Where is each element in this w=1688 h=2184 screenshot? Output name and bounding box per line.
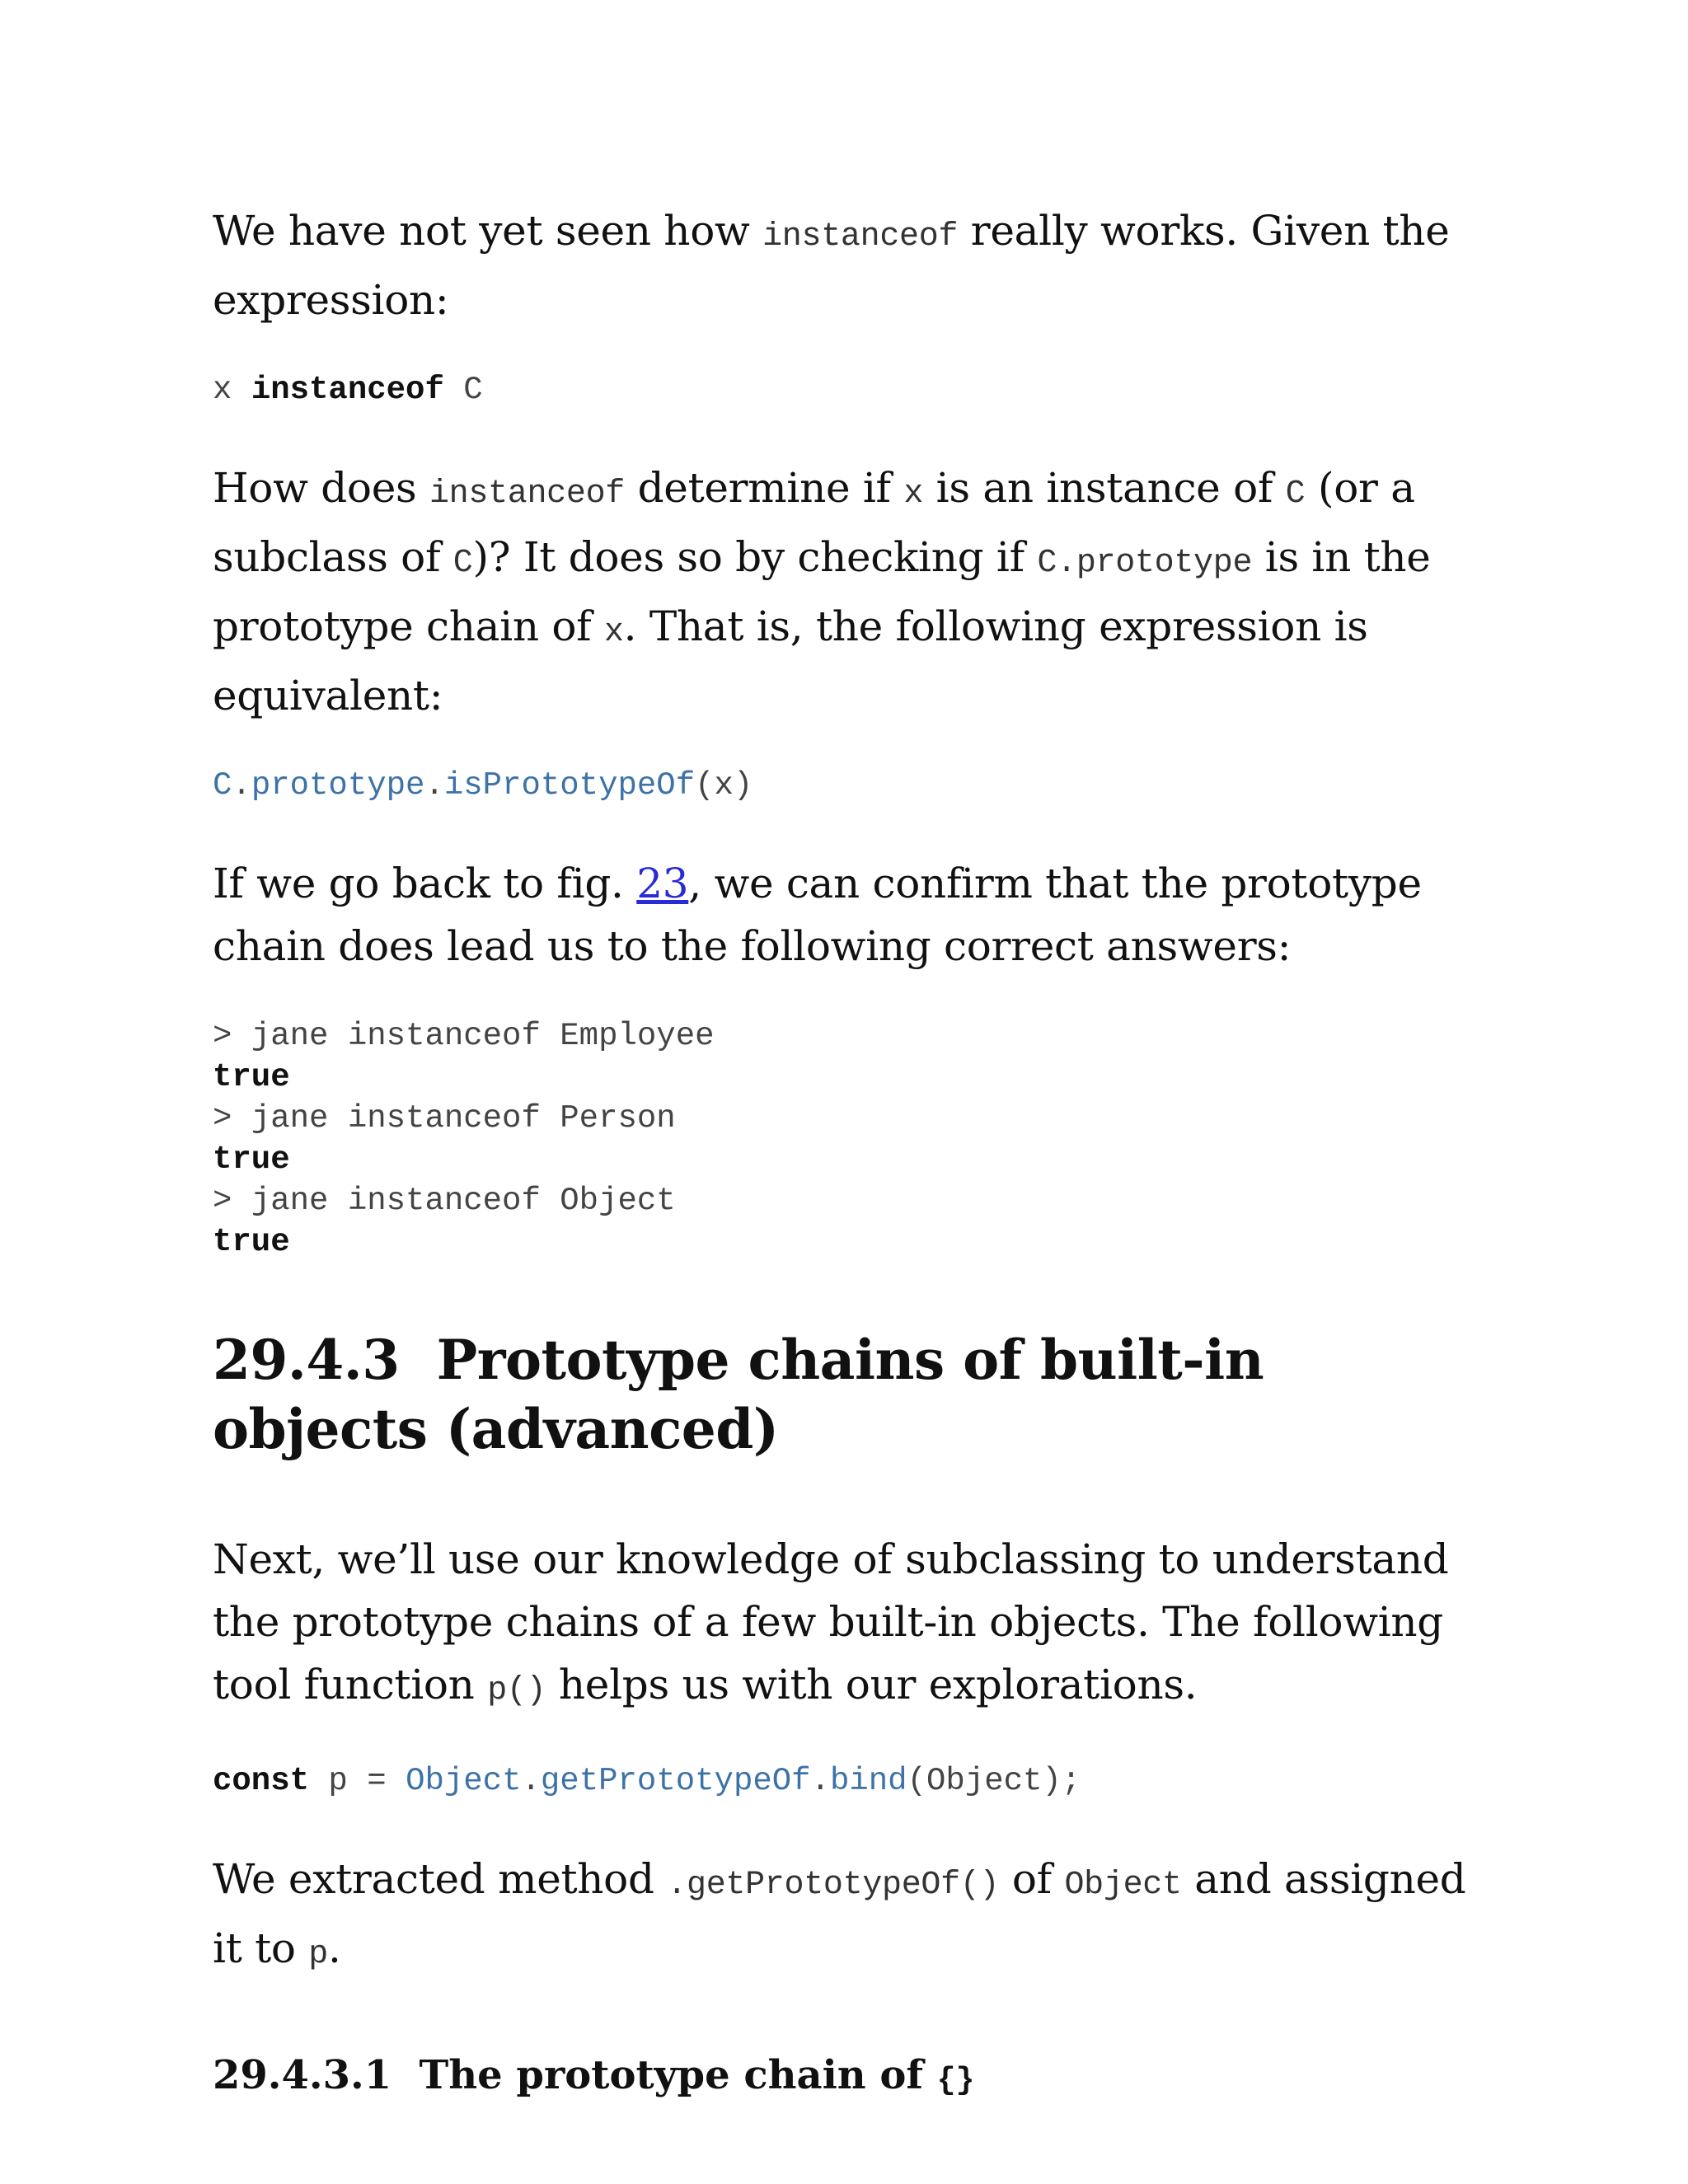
code-keyword: instanceof (251, 372, 444, 408)
code-class: C (463, 372, 483, 408)
inline-code: instanceof (429, 476, 625, 513)
paragraph-instanceof-explanation (213, 457, 1477, 727)
text: helps us with our explorations. (546, 1661, 1198, 1708)
text: )? It does so by checking if (472, 533, 1038, 581)
subsection-number: 29.4.3.1 (213, 2052, 392, 2098)
inline-code: C (1285, 476, 1306, 513)
code-object: Object (406, 1763, 522, 1799)
text: How does (213, 464, 429, 512)
text: is an instance of (923, 464, 1286, 512)
code-method: bind (829, 1763, 907, 1799)
code-text: p = (309, 1763, 406, 1799)
code-object: C (213, 767, 232, 804)
section-heading (213, 1325, 1477, 1464)
repl-input: > jane instanceof Object (213, 1183, 676, 1219)
figure-link[interactable]: 23 (636, 860, 689, 907)
code-keyword: const (213, 1763, 310, 1799)
text: We extracted method (213, 1855, 668, 1903)
section-number: 29.4.3 (213, 1328, 400, 1392)
code-method: isPrototypeOf (443, 767, 696, 804)
text: . That is, the following expression is equivalent: (213, 602, 1368, 719)
code-args: (x) (695, 767, 753, 804)
text: of (999, 1855, 1065, 1903)
code-block-isprototypeof (213, 765, 1477, 806)
paragraph-extracted-method (213, 1848, 1477, 1986)
inline-code: C (452, 545, 473, 582)
inline-code: .getPrototypeOf() (667, 1867, 1000, 1904)
code-block-const-p (213, 1760, 1477, 1802)
text: Next, we’ll use our knowledge of subclassing to understand the prototype chains of a few built-in objects. The following tool function (213, 1535, 1449, 1708)
subsection-title: The prototype chain of (419, 2052, 937, 2098)
subsection-heading (213, 2050, 1477, 2106)
code-dot: . (424, 767, 444, 804)
inline-code: Object (1064, 1867, 1182, 1904)
text: is in the prototype chain of (213, 533, 1431, 650)
text: (or a subclass of (213, 464, 1415, 581)
text: really works. Given the expression: (213, 207, 1450, 324)
inline-code: p (308, 1936, 328, 1973)
repl-input: > jane instanceof Employee (213, 1018, 715, 1054)
repl-output: true (213, 1059, 290, 1095)
inline-code: x (603, 614, 624, 651)
code-property: prototype (251, 767, 425, 804)
paragraph-instanceof-intro (213, 199, 1477, 331)
inline-code: instanceof (762, 218, 959, 255)
page-content (213, 0, 1477, 2106)
code-var: x (213, 372, 232, 408)
inline-code: C.prototype (1037, 545, 1253, 582)
code-block-repl (213, 1015, 1477, 1263)
repl-input: > jane instanceof Person (213, 1100, 676, 1137)
paragraph-fig-reference (213, 852, 1477, 977)
section-title: Prototype chains of built-in objects (advanced) (213, 1328, 1264, 1461)
inline-code: x (903, 476, 924, 513)
text: , we can confirm that the prototype chain does lead us to the following correct answers: (213, 860, 1422, 970)
subsection-code: {} (936, 2063, 975, 2098)
inline-code: p() (487, 1672, 546, 1709)
code-dot: . (521, 1763, 541, 1799)
text: . (328, 1924, 341, 1972)
code-dot: . (232, 767, 251, 804)
text: determine if (625, 464, 904, 512)
text: and assigned it to (213, 1855, 1466, 1972)
code-text: (Object); (907, 1763, 1081, 1799)
text: If we go back to fig. (213, 860, 637, 907)
repl-output: true (213, 1141, 290, 1178)
code-method: getPrototypeOf (540, 1763, 811, 1799)
code-dot: . (810, 1763, 830, 1799)
text: We have not yet seen how (213, 207, 763, 255)
code-block-instanceof (213, 369, 1477, 410)
paragraph-builtin-intro (213, 1528, 1477, 1722)
repl-output: true (213, 1224, 290, 1260)
